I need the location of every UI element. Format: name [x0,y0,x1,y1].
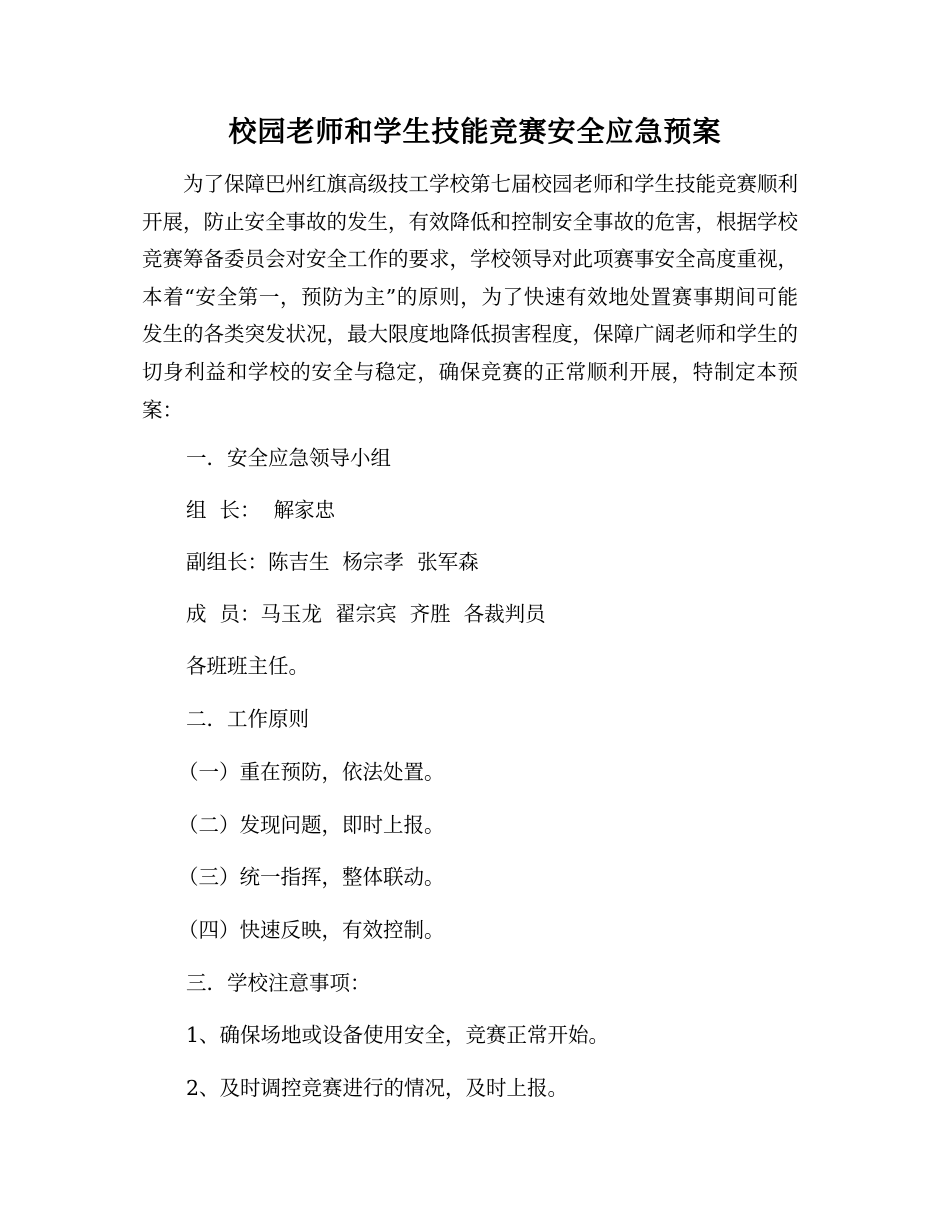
section1-heading: 一．安全应急领导小组 [186,446,391,470]
intro-paragraph: 为了保障巴州红旗高级技工学校第七届校园老师和学生技能竞赛顺利开展，防止安全事故的发生，有效降低和控制安全事故的危害，根据学校竞赛筹备委员会对安全工作的要求，学校领导对此项赛事安全高度重视，本着“安全第一，预防为主”的原则，为了快速有效地处置赛事期间可能发生的各类突发状况，最大限度地降低损害程度，保障广阔老师和学生的切身利益和学校的安全与稳定，确保竞赛的正常顺利开展，特制定本预案： [142,172,798,422]
school-item-2: 2、及时调控竞赛进行的情况，及时上报。 [186,1076,569,1100]
principle-item-1: （一）重在预防，依法处置。 [178,760,445,784]
document-title: 校园老师和学生技能竞赛安全应急预案 [228,115,722,148]
group-leader-line: 组 长： 解家忠 [186,498,336,522]
principle-item-3: （三）统一指挥，整体联动。 [178,865,445,889]
members-line: 成 员：马玉龙 翟宗宾 齐胜 各裁判员 [186,602,546,626]
deputy-leader-line: 副组长：陈吉生 杨宗孝 张军森 [186,550,479,574]
principle-item-2: （二）发现问题，即时上报。 [178,813,445,837]
section2-heading: 二．工作原则 [186,707,309,731]
section3-heading: 三．学校注意事项： [186,971,371,995]
principle-item-4: （四）快速反映，有效控制。 [178,918,445,942]
members-continued-line: 各班班主任。 [186,654,309,678]
school-item-1: 1、确保场地或设备使用安全，竞赛正常开始。 [186,1023,610,1047]
